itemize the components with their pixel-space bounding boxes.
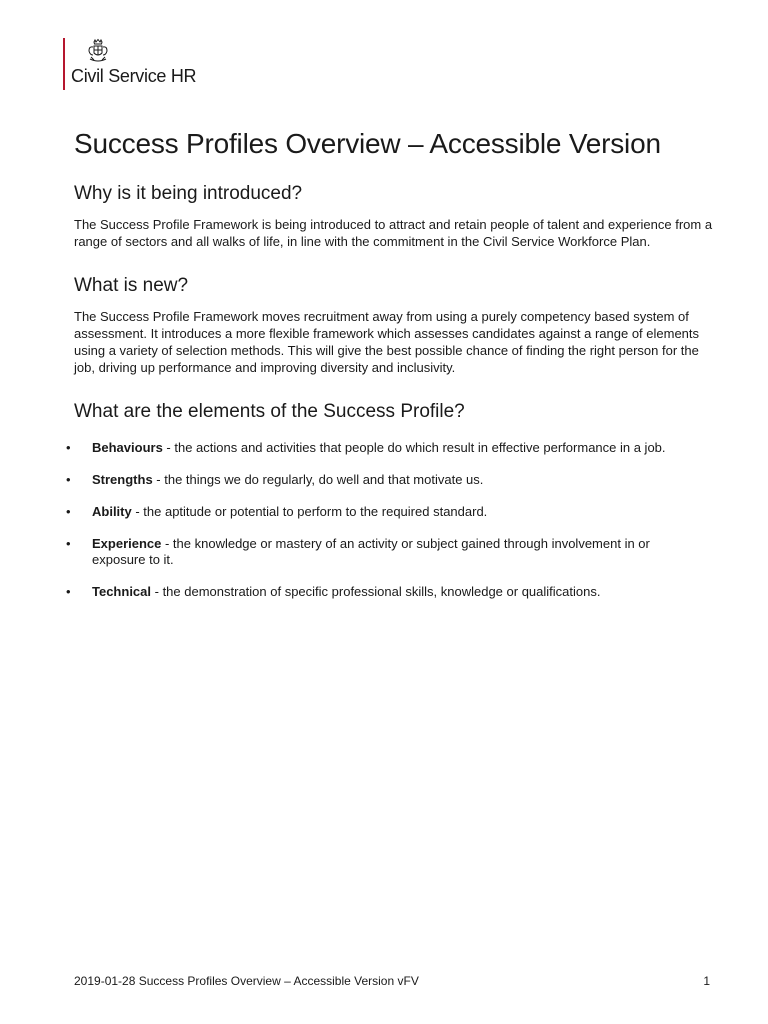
- bullet-icon: •: [66, 584, 71, 599]
- list-item-behaviours: [66, 440, 706, 456]
- bullet-icon: •: [66, 536, 71, 551]
- list-item-technical: [66, 584, 706, 600]
- footer-document-label: 2019-01-28 Success Profiles Overview – Accessible Version vFV: [74, 974, 419, 988]
- list-item-experience: [66, 536, 706, 568]
- document-title: Success Profiles Overview – Accessible Version: [74, 128, 661, 159]
- list-item-ability: [66, 504, 706, 520]
- element-term: Technical: [92, 584, 152, 599]
- bullet-icon: •: [66, 440, 71, 455]
- civil-service-hr-logo: [63, 38, 196, 90]
- element-term: Strengths: [92, 472, 153, 487]
- list-item-strengths: [66, 472, 706, 488]
- element-term: Ability: [92, 504, 132, 519]
- logo-accent-bar: [63, 38, 65, 90]
- element-description: - the actions and activities that people do which result in effective performance in a job.: [162, 440, 666, 455]
- section-body-what-is-new: The Success Profile Framework moves recruitment away from using a purely competency based system of assessment. It introduces a more flexible framework which assesses candidates against a range of elements using a variety of selection methods. This will give the best possible chance of finding the right person for the job, driving up performance and improving diversity and inclusivity.: [74, 309, 700, 375]
- page-footer: [74, 974, 710, 988]
- element-description: - the knowledge or mastery of an activity or subject gained through involvement in or exposure to it.: [92, 536, 650, 567]
- bullet-icon: •: [66, 504, 71, 519]
- section-heading-elements: What are the elements of the Success Profile?: [74, 401, 465, 422]
- element-description: - the aptitude or potential to perform to the required standard.: [131, 504, 488, 519]
- bullet-icon: •: [66, 472, 71, 487]
- document-body: [66, 128, 714, 616]
- element-description: - the demonstration of specific professional skills, knowledge or qualifications.: [151, 584, 601, 599]
- section-heading-what-is-new: What is new?: [74, 275, 189, 296]
- royal-coat-of-arms-icon: [85, 38, 111, 64]
- page-number: 1: [703, 974, 710, 988]
- section-heading-why: Why is it being introduced?: [74, 183, 303, 204]
- organization-name: Civil Service HR: [71, 66, 197, 86]
- section-body-why: The Success Profile Framework is being introduced to attract and retain people of talent and experience from a range of sectors and all walks of life, in line with the commitment in the Civil Service Workforce Plan.: [74, 217, 713, 249]
- elements-list: [66, 440, 706, 600]
- element-term: Behaviours: [92, 440, 163, 455]
- element-description: - the things we do regularly, do well and that motivate us.: [152, 472, 484, 487]
- element-term: Experience: [92, 536, 162, 551]
